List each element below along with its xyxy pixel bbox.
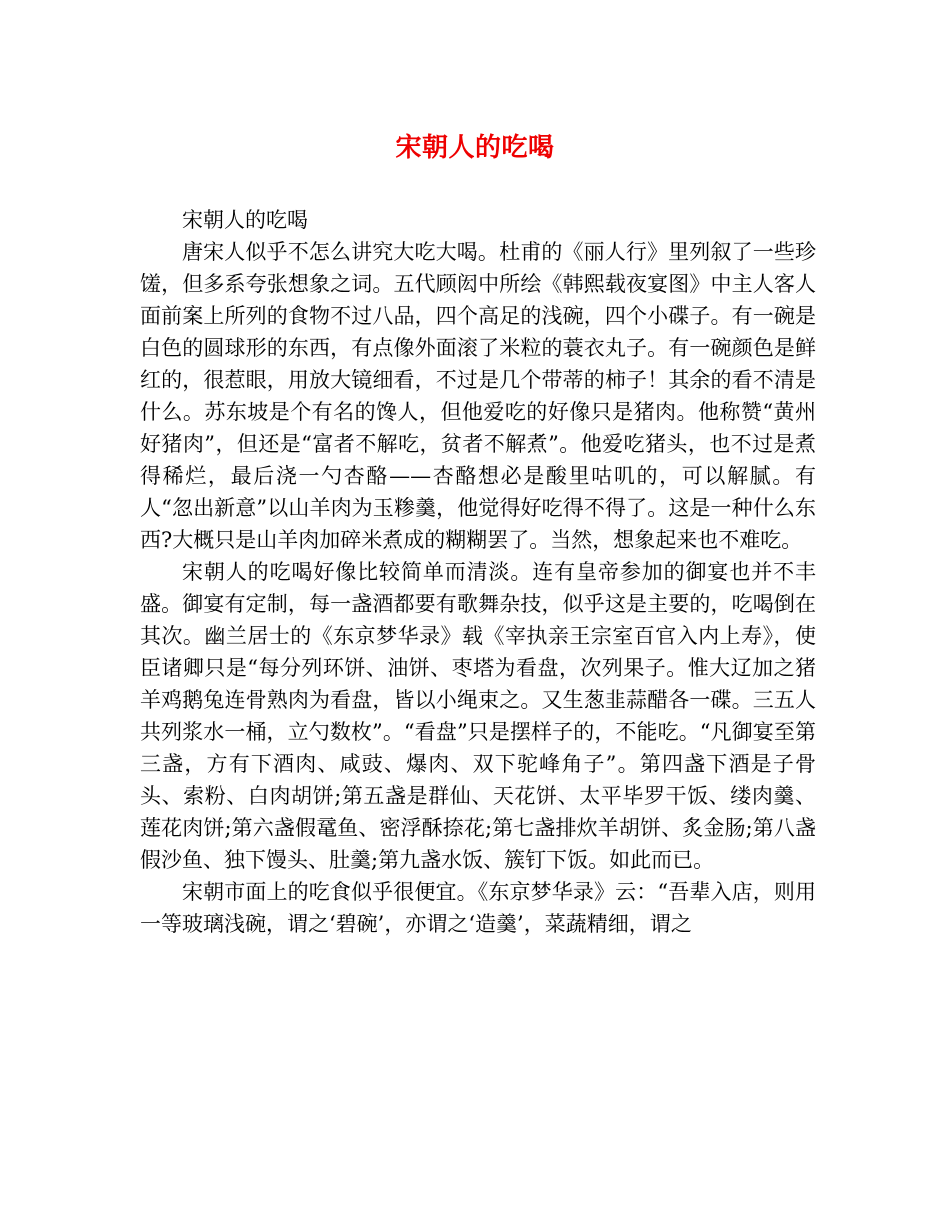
paragraph-market-food: 宋朝市面上的吃食似乎很便宜。《东京梦华录》云：“吾辈入店，则用一等玻璃浅碗，谓之‘碧碗’，亦谓之‘造羹’，菜蔬精细，谓之 (140, 880, 816, 936)
document-body (140, 204, 816, 940)
paragraph-tang-song-diet: 唐宋人似乎不怎么讲究大吃大喝。杜甫的《丽人行》里列叙了一些珍馐，但多系夸张想象之词。五代顾闳中所绘《韩熙载夜宴图》中主人客人面前案上所列的食物不过八品，四个高足的浅碗，四个小碟子。有一碗是白色的圆球形的东西，有点像外面滚了米粒的蓑衣丸子。有一碗颜色是鲜红的，很惹眼，用放大镜细看，不过是几个带蒂的柿子！其余的看不清是什么。苏东坡是个有名的馋人，但他爱吃的好像只是猪肉。他称赞“黄州好猪肉”，但还是“富者不解吃，贫者不解煮”。他爱吃猪头，也不过是煮得稀烂，最后浇一勺杏酪——杏酪想必是酸里咕叽的，可以解腻。有人“忽出新意”以山羊肉为玉糁羹，他觉得好吃得不得了。这是一种什么东西?大概只是山羊肉加碎米煮成的糊糊罢了。当然，想象起来也不难吃。 (140, 240, 816, 552)
paragraph-imperial-banquet: 宋朝人的吃喝好像比较简单而清淡。连有皇帝参加的御宴也并不丰盛。御宴有定制，每一盏酒都要有歌舞杂技，似乎这是主要的，吃喝倒在其次。幽兰居士的《东京梦华录》载《宰执亲王宗室百官入内上寿》，使臣诸卿只是“每分列环饼、油饼、枣塔为看盘，次列果子。惟大辽加之猪羊鸡鹅兔连骨熟肉为看盘，皆以小绳束之。又生葱韭蒜醋各一碟。三五人共列浆水一桶，立勺数枚”。“看盘”只是摆样子的，不能吃。“凡御宴至第三盏，方有下酒肉、咸豉、爆肉、双下驼峰角子”。第四盏下酒是子骨头、索粉、白肉胡饼;第五盏是群仙、天花饼、太平毕罗干饭、缕肉羹、莲花肉饼;第六盏假鼋鱼、密浮酥捺花;第七盏排炊羊胡饼、炙金肠;第八盏假沙鱼、独下馒头、肚羹;第九盏水饭、簇钉下饭。如此而已。 (140, 560, 816, 872)
paragraph-subtitle: 宋朝人的吃喝 (182, 208, 308, 232)
document-title: 宋朝人的吃喝 (395, 133, 555, 163)
